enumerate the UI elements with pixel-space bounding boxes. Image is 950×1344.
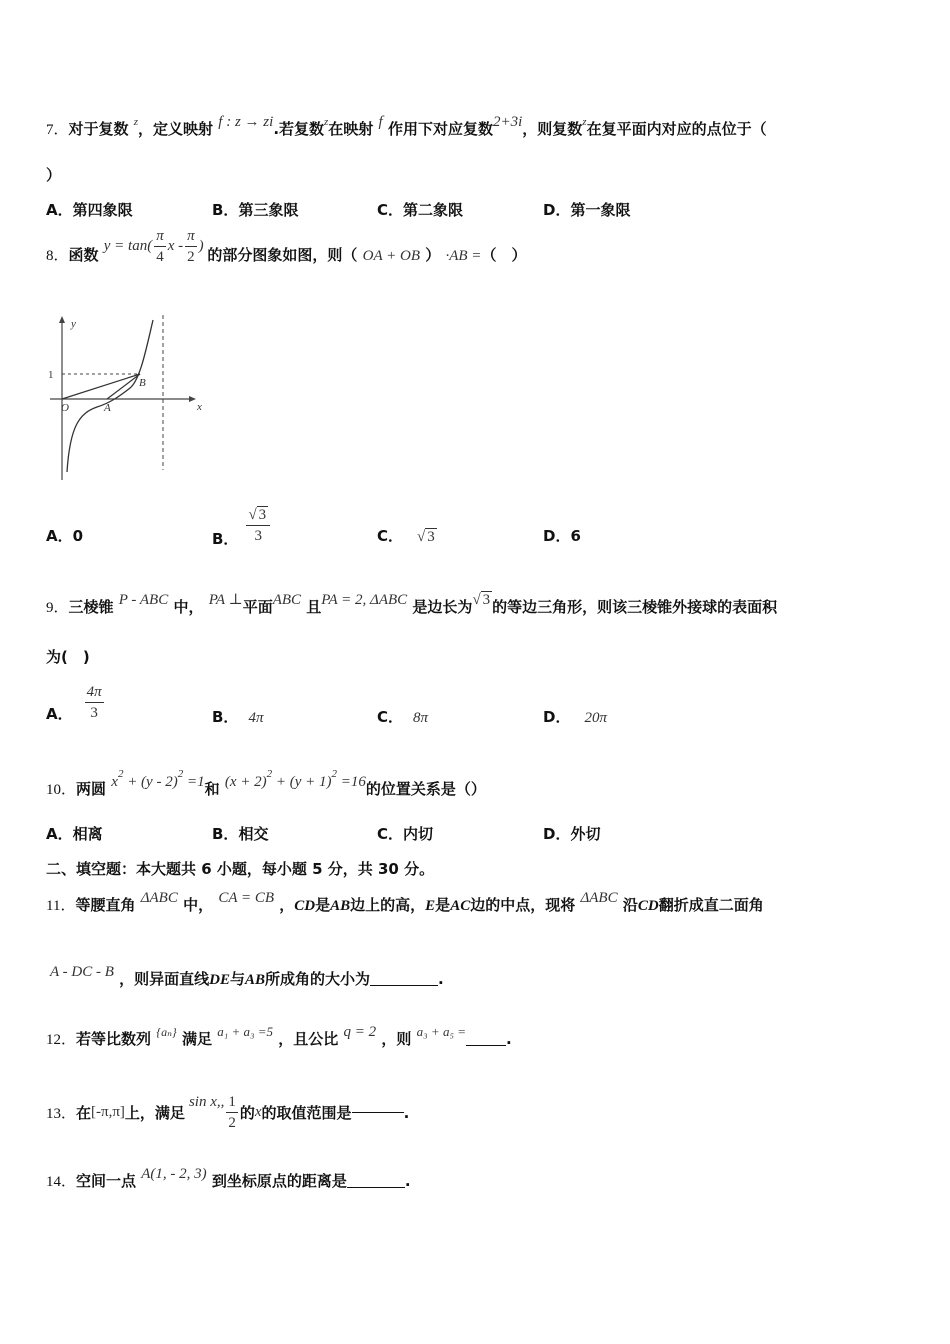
q11-line1: 11．等腰直角 ΔABC 中， CA = CB ，CD是AB边上的高，E是AC边的中点，现将 ΔABC 沿CD翻折成直二面角 bbox=[46, 890, 764, 914]
q7-option-a: A．第四象限 bbox=[46, 201, 133, 219]
q9-line2: 为( ) bbox=[46, 648, 90, 666]
q10-option-a: A．相离 bbox=[46, 825, 103, 843]
q11-dihedral: A - DC - B bbox=[50, 964, 114, 980]
q10-option-c: C．内切 bbox=[377, 825, 434, 843]
q14-answer-blank[interactable] bbox=[347, 1187, 405, 1188]
q7-line2: ） bbox=[46, 166, 62, 184]
q10-circle-2: $(x + 2)^2 + (y + 1)^2 =16$ bbox=[224, 768, 366, 790]
label-b: B bbox=[139, 377, 146, 389]
q8-vector-ab: ·AB = bbox=[445, 247, 482, 264]
q11-line2: A - DC - B ，则异面直线DE与AB所成角的大小为 . bbox=[50, 964, 444, 988]
x-axis-arrow bbox=[189, 396, 196, 402]
label-y: y bbox=[71, 318, 76, 330]
q8-option-b: B． $\frac{√ 3}{3}$ bbox=[212, 502, 272, 549]
q9-option-c: C． 8π bbox=[377, 708, 429, 726]
q9-line1: 9．三棱锥 P - ABC 中， PA ⊥平面ABC 且PA = 2, ΔABC 是边长为√ 3 的等边三角形，则该三棱锥外接球的表面积 bbox=[46, 592, 778, 616]
q8-line1: 8．函数 y = tan( $\frac{\pi}{4}$ x - $\frac{\pi}{2}$ ) 的部分图象如图，则（ OA + OB ） ·AB =（ ） bbox=[46, 228, 527, 265]
q7-image-value: 2+3i bbox=[492, 114, 523, 130]
label-o: O bbox=[61, 402, 69, 414]
q10-circle-1: $x^2 + (y - 2)^2 =1$ bbox=[111, 768, 205, 790]
y-axis-arrow bbox=[59, 316, 65, 323]
q10-option-b: B．相交 bbox=[212, 825, 269, 843]
q10-option-d: D．外切 bbox=[543, 825, 601, 843]
q14-line1: 14．空间一点 A(1, - 2, 3) 到坐标原点的距离是 . bbox=[46, 1166, 411, 1190]
q7-option-d: D．第一象限 bbox=[543, 201, 631, 219]
q12-answer-blank[interactable] bbox=[466, 1045, 506, 1046]
q13-line1: 13． 在 [-π,π] 上，满足 sin x,, $\frac{1}{2}$ 的 x 的取值范围是 . bbox=[46, 1094, 410, 1131]
q7-option-c: C．第二象限 bbox=[377, 201, 464, 219]
q10-line1: 10．两圆 $x^2 + (y - 2)^2 =1$和 $(x + 2)^2 + (y + 1)^2 =16$的位置关系是（） bbox=[46, 768, 486, 798]
segment-ab bbox=[107, 374, 140, 399]
q7-line1: 7．对于复数 $^z$，定义映射 f : z → zi.若复数$^z$在映射 f 作用下对应复数2+3i，则复数$^z$在复平面内对应的点位于（ bbox=[46, 114, 767, 138]
section-2-heading: 二、填空题：本大题共 6 小题，每小题 5 分，共 30 分。 bbox=[46, 860, 435, 878]
q9-option-d: D． 20π bbox=[543, 708, 607, 726]
q13-answer-blank[interactable] bbox=[352, 1112, 404, 1113]
q8-vector-sum: OA + OB bbox=[362, 247, 420, 264]
label-a: A bbox=[104, 402, 111, 414]
q8-option-c: C． √ 3 bbox=[377, 527, 435, 545]
q8-option-a: A．0 bbox=[46, 527, 84, 545]
segment-ob bbox=[62, 374, 140, 399]
q9-option-b: B． 4π bbox=[212, 708, 264, 726]
q7-mapping: f : z → zi bbox=[218, 114, 274, 130]
label-x: x bbox=[197, 401, 202, 413]
q9-option-a: A． $\frac{4\pi}{3}$ bbox=[46, 684, 102, 723]
q12-line1: 12．若等比数列 $^{\{a_n\}}$ 满足 a₁ + a₃ =5 ，且公比 q = 2 ，则 a₃ + a₅ = . bbox=[46, 1024, 512, 1048]
q7-option-b: B．第三象限 bbox=[212, 201, 299, 219]
q8-function: y = tan( $\frac{\pi}{4}$ x - $\frac{\pi}{2}$ ) bbox=[103, 228, 204, 265]
q11-answer-blank[interactable] bbox=[370, 985, 438, 986]
label-one: 1 bbox=[48, 369, 54, 381]
q8-graph bbox=[40, 310, 205, 485]
q8-option-d: D．6 bbox=[543, 527, 581, 545]
